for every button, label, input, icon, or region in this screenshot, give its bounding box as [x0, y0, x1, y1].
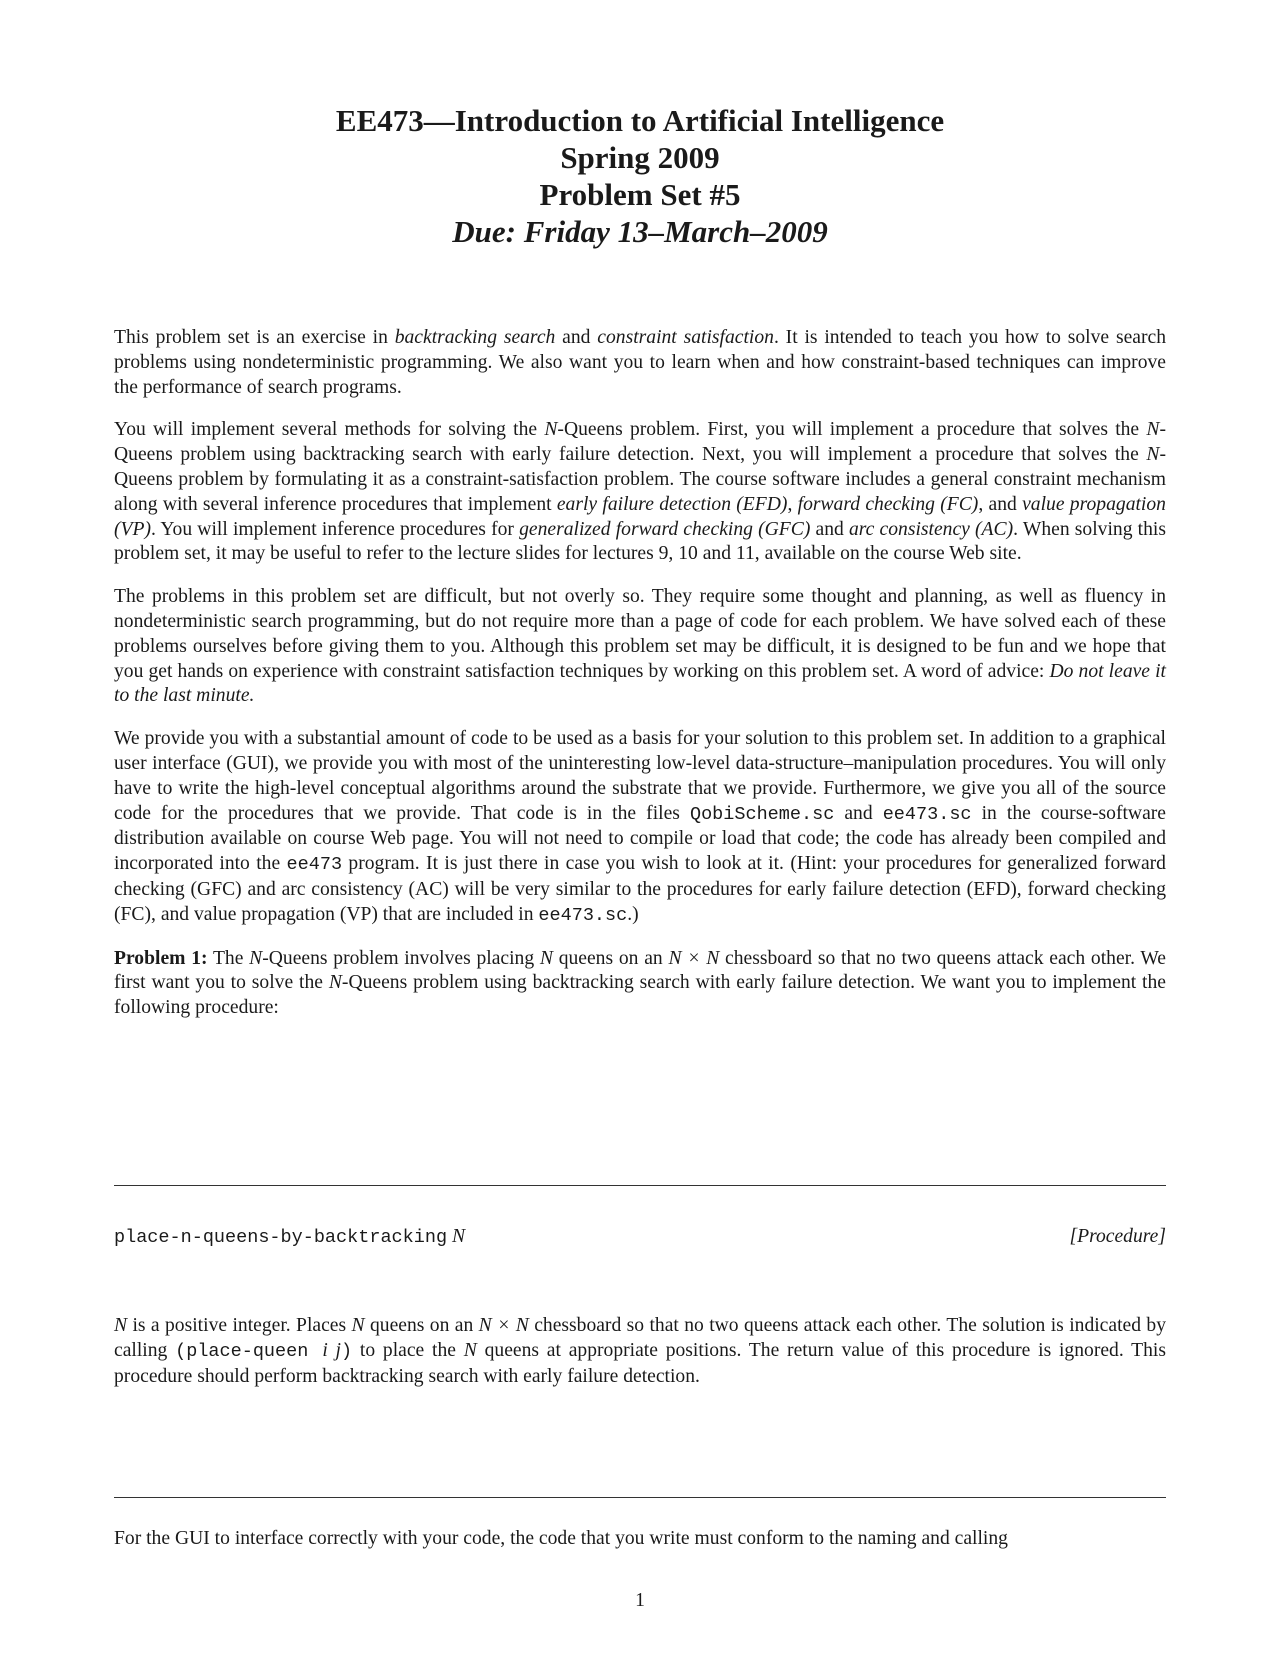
paragraph-intro: This problem set is an exercise in backtracking search and constraint satisfaction. It is intended to teach you how to solve search problems using nondeterministic programming. We also want you to learn when and how constraint-based techniques can improve the performance of search programs.	[114, 327, 1166, 398]
paragraph-difficulty: The problems in this problem set are difficult, but not overly so. They require some thought and planning, as well as fluency in nondeterministic search programming, but do not require more than a page of code for each problem. We have solved each of these problems ourselves before giving them to you. Although this problem set may be difficult, it is designed to be fun and we hope that you get hands on experience with constraint satisfaction techniques by working on this problem set. A word of advice: Do not leave it to the last minute.	[114, 586, 1166, 707]
problem-1-label: Problem 1:	[114, 947, 208, 969]
procedure-name: place-n-queens-by-backtracking	[114, 1227, 448, 1248]
problem-1: Problem 1: The N-Queens problem involves placing N queens on an N × N chessboard so that no two queens attack each other. We first want you to solve the N-Queens problem using backtracking search with early failure detection. We want you to implement the following procedure:	[114, 947, 1166, 1019]
course-title: EE473—Introduction to Artificial Intelligence	[335, 103, 945, 138]
term: Spring 2009	[560, 140, 720, 175]
procedure-signature	[114, 1224, 1166, 1250]
paragraph-code: We provide you with a substantial amount of code to be used as a basis for your solution to this problem set. In addition to a graphical user interface (GUI), we provide you with most of the uninteresting low-level data-structure–manipulation procedures. You will only have to write the high-level conceptual algorithms around the substrate that we provide. Furthermore, we give you all of the source code for the procedures that we provide. That code is in the files QobiScheme.sc and ee473.sc in the course-software distribution available on course Web page. You will not need to compile or load that code; the code has already been compiled and incorporated into the ee473 program. It is just there in case you wish to look at it. (Hint: your procedures for generalized forward checking (GFC) and arc consistency (AC) will be very similar to the procedures for early failure detection (EFD), forward checking (FC), and value propagation (VP) that are included in ee473.sc.)	[114, 728, 1166, 926]
procedure-rule-top	[114, 1185, 1166, 1186]
procedure-arg: N	[451, 1226, 466, 1247]
body-text	[114, 326, 1166, 1021]
gui-interface-text: For the GUI to interface correctly with your code, the code that you write must conform to the naming and calling	[114, 1528, 1008, 1549]
page-number: 1	[635, 1590, 645, 1611]
paragraph-methods: You will implement several methods for solving the N-Queens problem. First, you will implement a procedure that solves the N-Queens problem using backtracking search with early failure detection. Next, you will implement a procedure that solves the N-Queens problem by formulating it as a constraint-satisfaction problem. The course software includes a general constraint mechanism along with several inference procedures that implement early failure detection (EFD), forward checking (FC), and value propagation (VP). You will implement inference procedures for generalized forward checking (GFC) and arc consistency (AC). When solving this problem set, it may be useful to refer to the lecture slides for lectures 9, 10 and 11, available on the course Web site.	[114, 419, 1166, 565]
due-date: Due: Friday 13–March–2009	[452, 214, 828, 249]
procedure-kind: [Procedure]	[1069, 1226, 1166, 1247]
problem-set-title: Problem Set #5	[539, 177, 741, 212]
procedure-description: N is a positive integer. Places N queens on an N × N chessboard so that no two queens attack each other. The solution is indicated by calling (place-queen i j) to place the N queens at appropriate positions. The return value of this procedure is ignored. This procedure should perform backtracking search with early failure detection.	[114, 1315, 1166, 1387]
procedure-rule-bottom	[114, 1497, 1166, 1498]
title-block	[0, 102, 1280, 250]
